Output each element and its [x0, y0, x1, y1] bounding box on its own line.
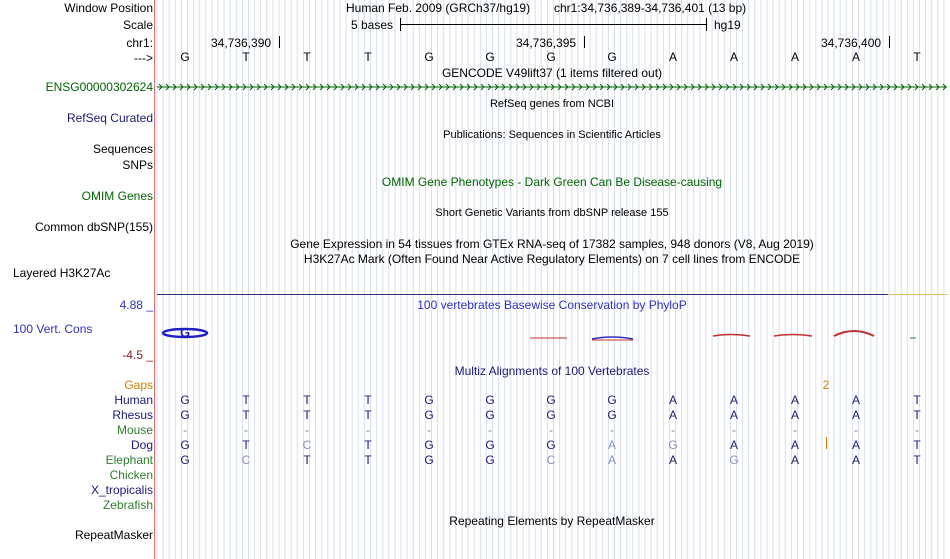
alignment-base: A: [790, 453, 800, 467]
alignment-base: -: [732, 423, 736, 437]
window-position-label: Window Position: [64, 1, 153, 15]
alignment-base: T: [303, 453, 311, 467]
repeatmasker-track-title: Repeating Elements by RepeatMasker: [449, 514, 655, 528]
alignment-base: G: [546, 393, 556, 407]
refseq-label[interactable]: RefSeq Curated: [66, 111, 153, 125]
reference-base: T: [364, 50, 372, 64]
alignment-base: -: [366, 423, 370, 437]
conservation-big-base: G: [179, 325, 191, 340]
gene-id-label[interactable]: ENSG00000302624: [45, 80, 153, 94]
alignment-base: A: [851, 408, 861, 422]
alignment-base: -: [549, 423, 553, 437]
alignment-base: G: [424, 438, 434, 452]
alignment-base: -: [488, 423, 492, 437]
alignment-base: A: [851, 393, 861, 407]
assembly-title: Human Feb. 2009 (GRCh37/hg19): [346, 1, 531, 15]
alignment-base: A: [790, 393, 800, 407]
alignment-base: G: [485, 453, 495, 467]
chr-label: chr1:: [126, 36, 153, 50]
omim-label[interactable]: OMIM Genes: [81, 189, 153, 203]
reference-base: A: [790, 50, 800, 64]
conservation-max-label: 4.88 _: [119, 298, 153, 312]
dbsnp-label[interactable]: Common dbSNP(155): [34, 220, 153, 234]
multiz-track-title: Multiz Alignments of 100 Vertebrates: [454, 364, 650, 378]
alignment-base: G: [546, 408, 556, 422]
scale-bases-label: 5 bases: [351, 18, 394, 32]
scale-bar: [400, 24, 706, 25]
reference-base: G: [424, 50, 434, 64]
alignment-base: G: [180, 438, 190, 452]
conservation-track-title: 100 vertebrates Basewise Conservation by PhyloP: [417, 298, 687, 312]
alignment-base: G: [668, 438, 678, 452]
alignment-base: G: [485, 438, 495, 452]
refseq-track-title: RefSeq genes from NCBI: [489, 98, 615, 110]
scale-db-label: hg19: [714, 18, 741, 32]
alignment-base: -: [183, 423, 187, 437]
species-label-elephant[interactable]: Elephant: [105, 453, 153, 467]
alignment-base: T: [913, 408, 921, 422]
snps-label[interactable]: SNPs: [122, 158, 153, 172]
omim-track-title: OMIM Gene Phenotypes - Dark Green Can Be Disease-causing: [381, 175, 723, 189]
label-column-divider: [154, 0, 155, 559]
conservation-top-line-end: [888, 294, 948, 295]
reference-base: G: [180, 50, 190, 64]
scale-bar-left-tick: [400, 18, 401, 31]
alignment-base: T: [364, 408, 372, 422]
reference-base: G: [485, 50, 495, 64]
alignment-base: A: [607, 438, 617, 452]
species-label-rhesus[interactable]: Rhesus: [112, 408, 153, 422]
reference-base: T: [242, 50, 250, 64]
reference-base: A: [729, 50, 739, 64]
alignment-base: A: [729, 408, 739, 422]
alignment-base: T: [242, 393, 250, 407]
reference-base: A: [851, 50, 861, 64]
strand-arrow-label: --->: [134, 51, 153, 65]
alignment-base: C: [302, 438, 312, 452]
coordinate-tick-label: 34,736,390: [211, 36, 272, 50]
alignment-base: T: [364, 393, 372, 407]
alignment-base: A: [851, 453, 861, 467]
alignment-base: A: [607, 453, 617, 467]
scale-label: Scale: [122, 18, 153, 32]
species-label-dog[interactable]: Dog: [130, 438, 153, 452]
species-label-human[interactable]: Human: [114, 393, 153, 407]
reference-base: A: [668, 50, 678, 64]
h3k27ac-track-title: H3K27Ac Mark (Often Found Near Active Regulatory Elements) on 7 cell lines from ENCODE: [303, 252, 801, 266]
alignment-base: -: [305, 423, 309, 437]
coordinate-tick-mark: [889, 36, 890, 48]
scale-bar-right-tick: [706, 18, 707, 31]
alignment-base: -: [671, 423, 675, 437]
alignment-base: T: [242, 438, 250, 452]
alignment-base: C: [241, 453, 251, 467]
publications-track-title: Publications: Sequences in Scientific Articles: [443, 129, 661, 141]
alignment-base: A: [729, 393, 739, 407]
alignment-base: T: [913, 393, 921, 407]
alignment-base: G: [180, 408, 190, 422]
alignment-base: G: [607, 393, 617, 407]
alignment-base: T: [913, 438, 921, 452]
alignment-base: G: [729, 453, 739, 467]
repeatmasker-label[interactable]: RepeatMasker: [74, 528, 153, 542]
h3k27ac-label[interactable]: Layered H3K27Ac: [13, 266, 111, 280]
species-label-x_tropicalis[interactable]: X_tropicalis: [90, 483, 153, 497]
alignment-base: G: [485, 408, 495, 422]
alignment-base: C: [546, 453, 556, 467]
conservation-plot: [160, 322, 950, 346]
alignment-base: -: [427, 423, 431, 437]
alignment-base: G: [180, 453, 190, 467]
alignment-base: A: [851, 438, 861, 452]
alignment-base: -: [793, 423, 797, 437]
dog-gap-marker: [826, 437, 827, 449]
coordinate-tick-mark: [279, 36, 280, 48]
position-readout: chr1:34,736,389-34,736,401 (13 bp): [554, 1, 747, 15]
alignment-base: G: [485, 393, 495, 407]
sequences-label[interactable]: Sequences: [92, 142, 153, 156]
alignment-base: A: [668, 453, 678, 467]
alignment-base: G: [424, 408, 434, 422]
gencode-track-title[interactable]: GENCODE V49lift37 (1 items filtered out): [441, 66, 663, 80]
alignment-base: T: [913, 453, 921, 467]
alignment-base: G: [180, 393, 190, 407]
alignment-base: T: [303, 393, 311, 407]
alignment-base: A: [668, 393, 678, 407]
conservation-top-line: [157, 294, 888, 295]
alignment-base: -: [610, 423, 614, 437]
alignment-base: A: [790, 408, 800, 422]
gaps-label[interactable]: Gaps: [124, 378, 153, 392]
dbsnp-track-title: Short Genetic Variants from dbSNP release 155: [435, 207, 669, 219]
alignment-base: G: [424, 393, 434, 407]
reference-base: T: [303, 50, 311, 64]
alignment-base: -: [915, 423, 919, 437]
gtex-track-title: Gene Expression in 54 tissues from GTEx RNA-seq of 17382 samples, 948 donors (V8, Aug 2019): [290, 237, 814, 251]
gaps-value: 2: [822, 378, 830, 392]
alignment-base: T: [364, 438, 372, 452]
alignment-base: -: [244, 423, 248, 437]
species-label-chicken[interactable]: Chicken: [109, 468, 153, 482]
coordinate-tick-mark: [584, 36, 585, 48]
alignment-base: -: [854, 423, 858, 437]
conservation-min-label: -4.5 _: [122, 348, 153, 362]
alignment-base: G: [424, 453, 434, 467]
reference-base: G: [546, 50, 556, 64]
alignment-base: T: [303, 408, 311, 422]
alignment-base: G: [607, 408, 617, 422]
alignment-base: G: [546, 438, 556, 452]
alignment-base: A: [668, 408, 678, 422]
coordinate-tick-label: 34,736,395: [516, 36, 577, 50]
reference-base: G: [607, 50, 617, 64]
coordinate-tick-label: 34,736,400: [821, 36, 882, 50]
gene-feature-line[interactable]: [157, 82, 947, 92]
alignment-base: T: [364, 453, 372, 467]
alignment-base: A: [729, 438, 739, 452]
conservation-label[interactable]: 100 Vert. Cons: [13, 322, 93, 336]
reference-base: T: [913, 50, 921, 64]
species-label-zebrafish[interactable]: Zebrafish: [102, 498, 153, 512]
alignment-base: T: [242, 408, 250, 422]
species-label-mouse[interactable]: Mouse: [116, 423, 153, 437]
alignment-base: A: [790, 438, 800, 452]
